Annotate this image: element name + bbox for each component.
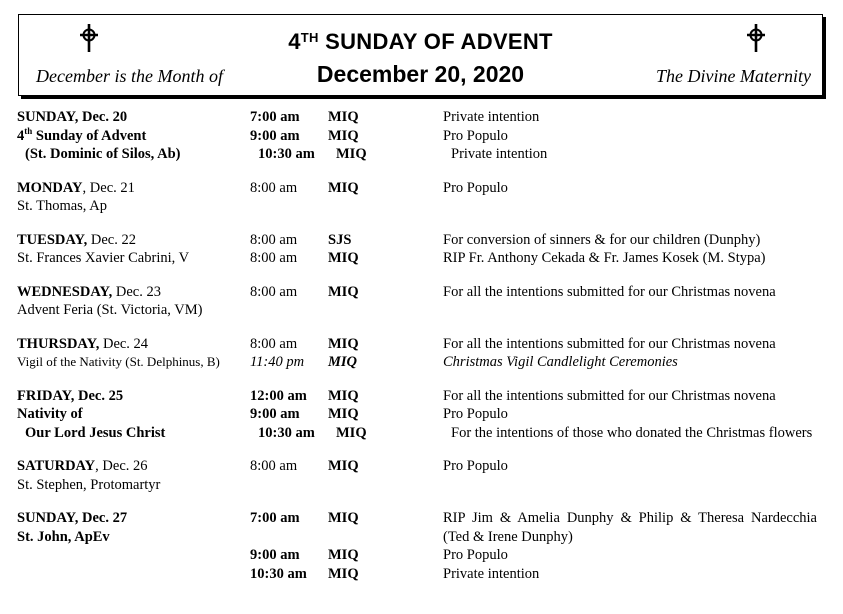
feast-label: St. Thomas, Ap [17, 198, 107, 214]
mass-intention: For all the intentions submitted for our Christmas novena [443, 387, 776, 404]
mass-intention: Pro Populo [443, 179, 508, 196]
schedule-row [17, 509, 827, 546]
mass-location: MIQ [336, 424, 367, 441]
mass-location: MIQ [328, 109, 359, 125]
mass-location: MIQ [328, 510, 359, 526]
feast-label: Advent Feria (St. Victoria, VM) [17, 302, 203, 318]
schedule-row [17, 457, 827, 476]
day-label: TUESDAY, Dec. 22 [17, 231, 136, 248]
mass-time: 7:00 am [250, 510, 300, 526]
mass-time: 11:40 pm [250, 354, 305, 370]
schedule-row [17, 145, 827, 164]
feast-label: St. Frances Xavier Cabrini, V [17, 250, 190, 266]
mass-time: 8:00 am [250, 179, 298, 196]
day-block [17, 231, 827, 268]
mass-intention: Private intention [451, 146, 548, 162]
day-label: WEDNESDAY, Dec. 23 [17, 283, 161, 300]
mass-location: MIQ [328, 387, 359, 404]
mass-location: MIQ [328, 458, 359, 474]
mass-time: 8:00 am [250, 250, 298, 266]
mass-intention: Pro Populo [443, 458, 508, 474]
feast-label: St. John, ApEv [17, 528, 110, 545]
mass-time: 7:00 am [250, 109, 300, 125]
mass-time: 9:00 am [250, 406, 300, 422]
day-block [17, 457, 827, 494]
mass-time: 10:30 am [258, 146, 315, 162]
mass-location: MIQ [328, 335, 359, 352]
day-label: SATURDAY, Dec. 26 [17, 458, 148, 474]
mass-time: 12:00 am [250, 387, 307, 404]
mass-location: MIQ [328, 354, 358, 370]
schedule-row [17, 405, 827, 424]
mass-schedule [17, 108, 827, 598]
day-label: SUNDAY, Dec. 20 [17, 109, 128, 125]
schedule-row [17, 197, 827, 216]
schedule-row [17, 476, 827, 495]
feast-label: Vigil of the Nativity (St. Delphinus, B) [17, 354, 220, 369]
feast-label: St. Stephen, Protomartyr [17, 476, 161, 493]
feast-label: 4th Sunday of Advent [17, 125, 147, 144]
schedule-row [17, 249, 827, 268]
mass-intention: Pro Populo [443, 547, 508, 563]
mass-location: MIQ [328, 179, 359, 196]
bulletin-date: December 20, 2020 [316, 61, 525, 87]
bulletin-header [18, 14, 823, 96]
mass-intention: Private intention [443, 109, 540, 125]
mass-location: MIQ [328, 547, 359, 563]
mass-location: MIQ [328, 127, 359, 144]
day-block [17, 283, 827, 320]
feast-label: Nativity of [17, 406, 83, 422]
mass-intention: Christmas Vigil Candlelight Ceremonies [443, 354, 678, 370]
celtic-cross-icon [744, 23, 768, 53]
schedule-row [17, 108, 827, 127]
schedule-row [17, 565, 827, 584]
day-label: FRIDAY, Dec. 25 [17, 387, 124, 404]
month-dedication-note: December is the Month of [36, 66, 223, 86]
schedule-row [17, 231, 827, 250]
mass-intention: For the intentions of those who donated the Christmas flowers [451, 424, 813, 441]
schedule-row [17, 127, 827, 146]
mass-time: 8:00 am [250, 335, 298, 352]
mass-location: MIQ [328, 565, 359, 582]
mass-intention: Pro Populo [443, 406, 508, 422]
mass-intention: For all the intentions submitted for our Christmas novena [443, 335, 776, 352]
mass-location: MIQ [328, 406, 359, 422]
mass-intention: RIP Jim & Amelia Dunphy & Philip & Theresa Nardecchia (Ted & Irene Dunphy) [443, 510, 817, 545]
mass-intention: Pro Populo [443, 127, 508, 144]
day-label: SUNDAY, Dec. 27 St. John, ApEv [17, 509, 250, 546]
day-block [17, 335, 827, 372]
schedule-row [17, 301, 827, 320]
day-label: THURSDAY, Dec. 24 [17, 335, 149, 352]
schedule-row [17, 179, 827, 198]
mass-time: 8:00 am [250, 231, 298, 248]
mass-time: 9:00 am [250, 547, 300, 563]
mass-location: SJS [328, 231, 352, 248]
month-dedication: The Divine Maternity [656, 66, 811, 86]
mass-location: MIQ [328, 250, 359, 266]
mass-intention: For conversion of sinners & for our children (Dunphy) [443, 231, 761, 248]
day-block [17, 387, 827, 443]
mass-time: 8:00 am [250, 458, 298, 474]
page-title: 4TH SUNDAY OF ADVENT [288, 29, 553, 54]
feast-label: (St. Dominic of Silos, Ab) [25, 146, 181, 162]
mass-time: 10:30 am [250, 565, 307, 582]
schedule-row [17, 387, 827, 406]
mass-intention: For all the intentions submitted for our Christmas novena [443, 283, 776, 300]
schedule-row [17, 424, 827, 443]
mass-intention: Private intention [443, 565, 540, 582]
day-block [17, 179, 827, 216]
day-block [17, 108, 827, 164]
mass-time: 8:00 am [250, 283, 298, 300]
schedule-row [17, 546, 827, 565]
mass-time: 9:00 am [250, 127, 300, 144]
schedule-row [17, 335, 827, 354]
mass-location: MIQ [336, 146, 367, 162]
mass-time: 10:30 am [258, 424, 315, 441]
day-block [17, 509, 827, 583]
feast-label: Our Lord Jesus Christ [25, 424, 166, 441]
day-label: MONDAY, Dec. 21 [17, 179, 135, 196]
schedule-row [17, 353, 827, 372]
mass-intention: RIP Fr. Anthony Cekada & Fr. James Kosek (M. Stypa) [443, 250, 766, 266]
mass-location: MIQ [328, 283, 359, 300]
schedule-row [17, 283, 827, 302]
